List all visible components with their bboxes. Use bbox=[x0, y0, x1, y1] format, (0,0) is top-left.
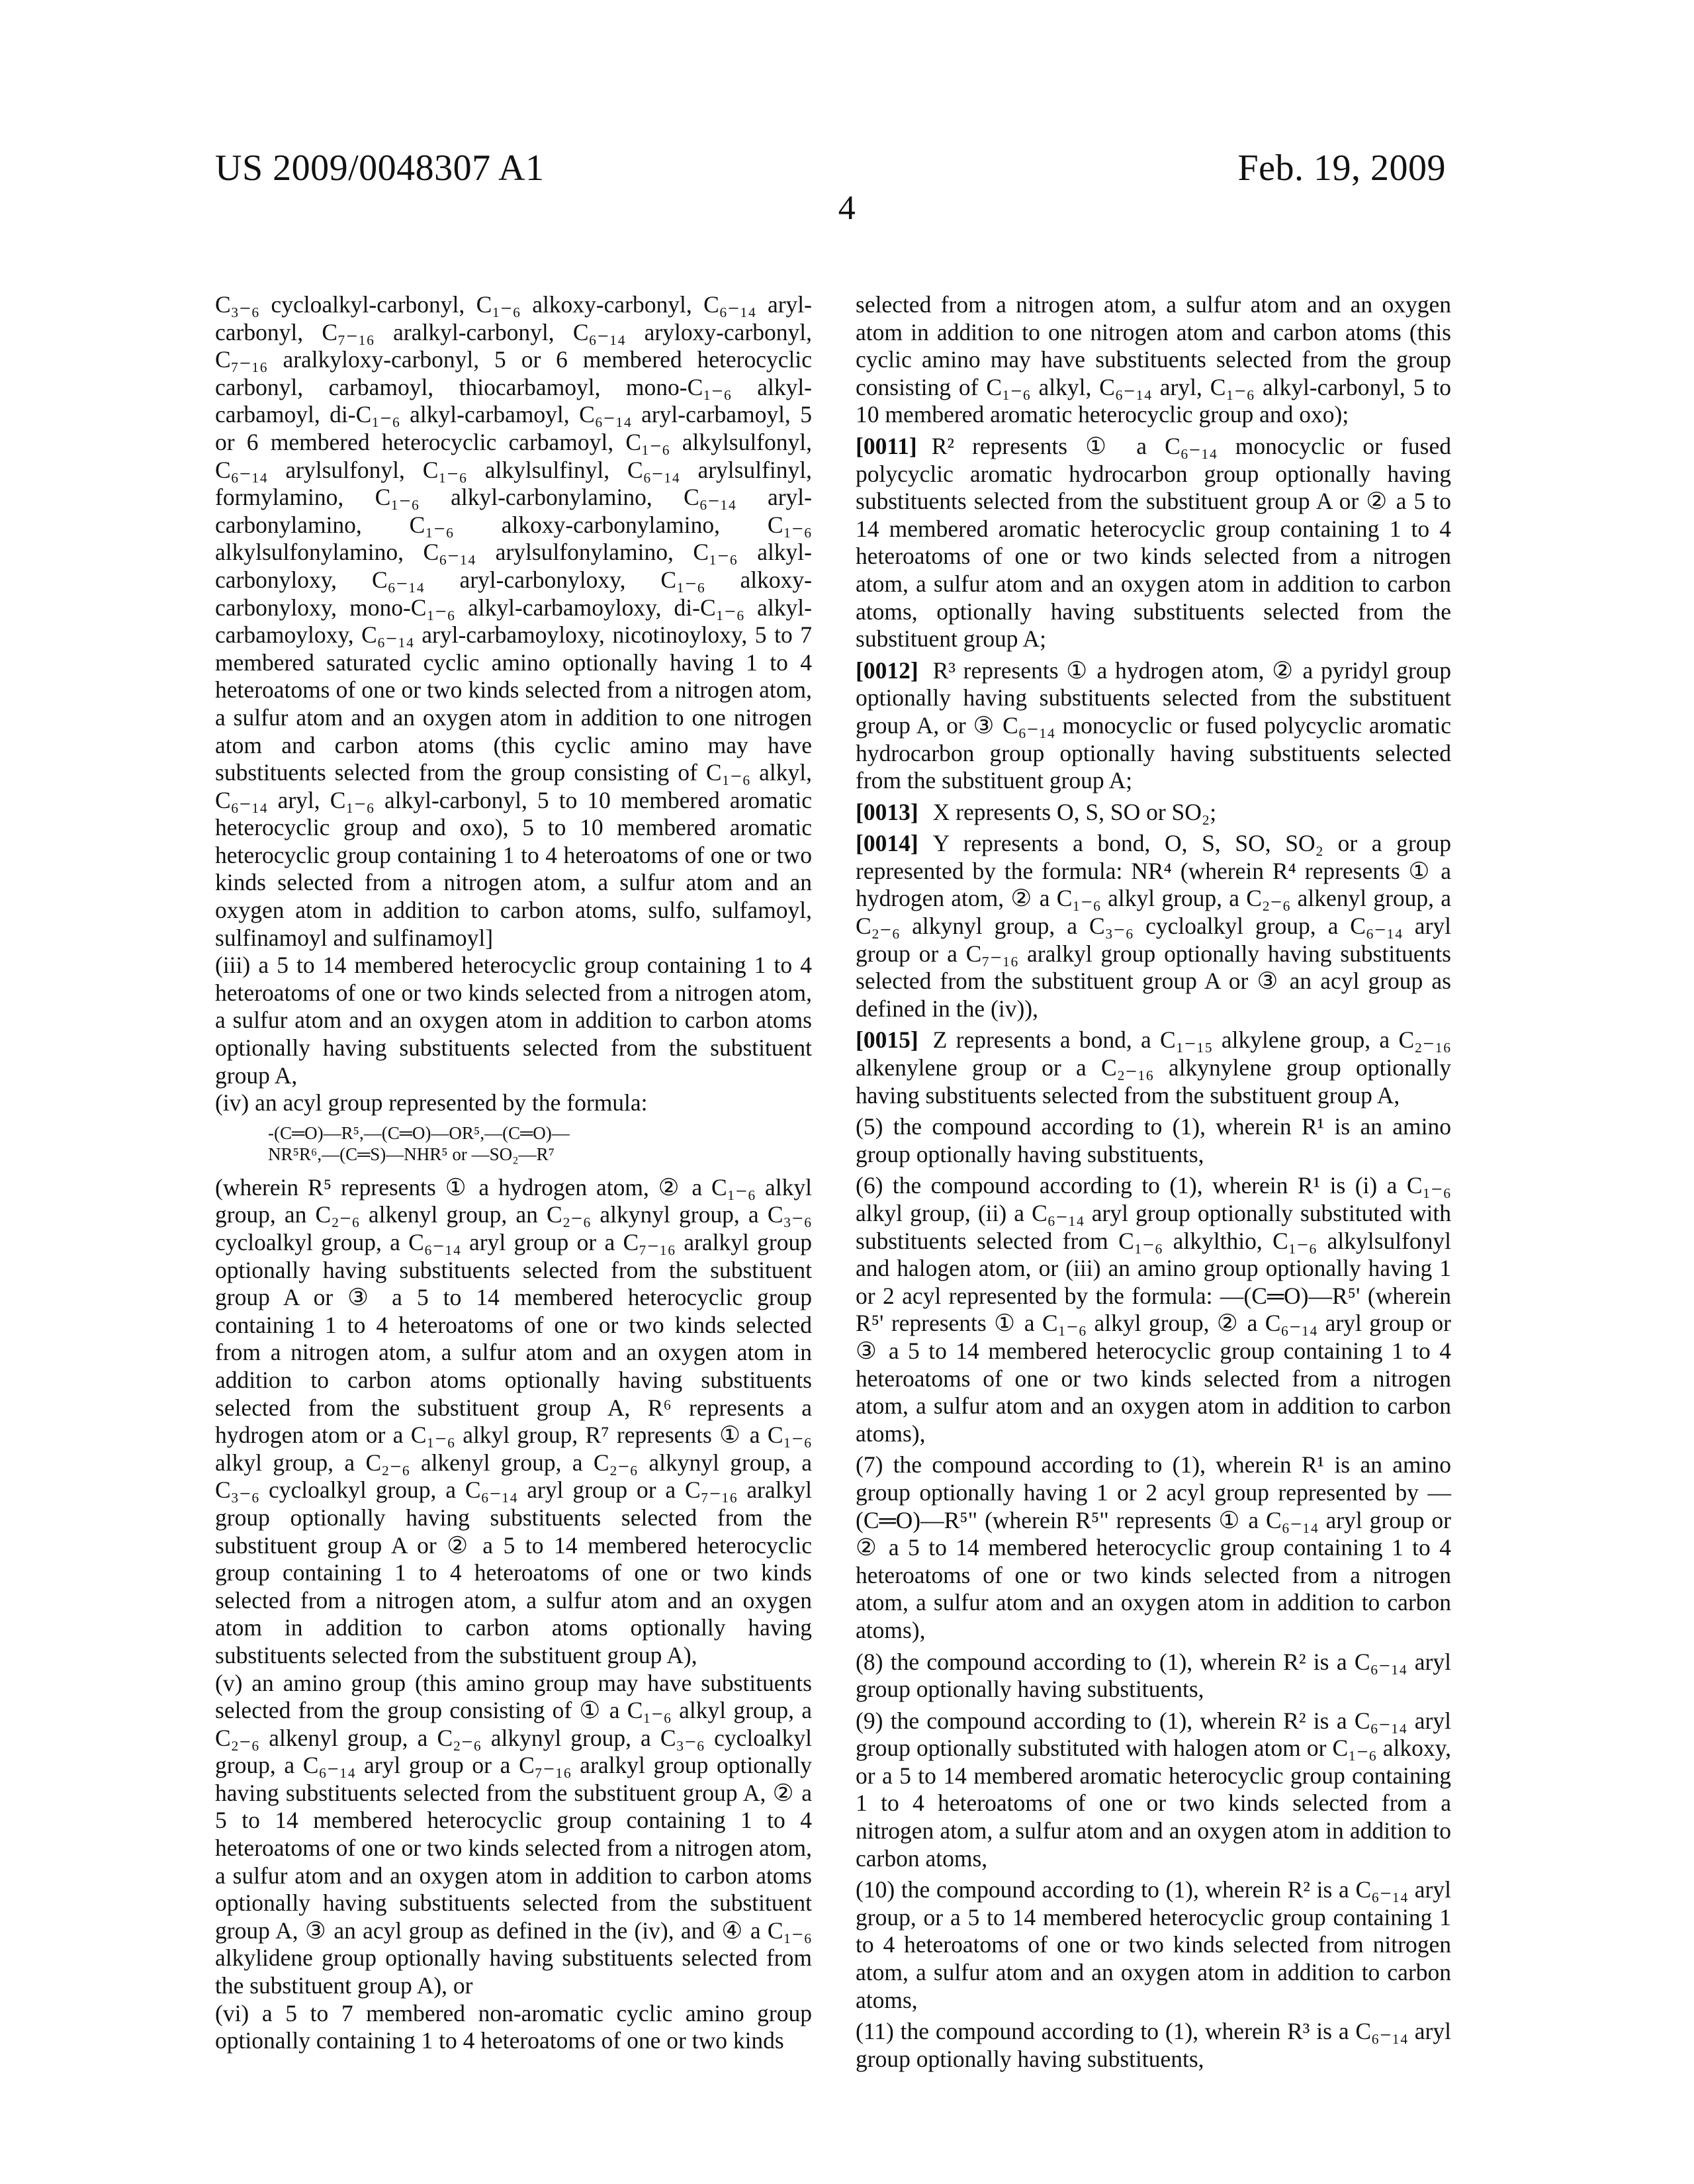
paragraph-number: [0015] bbox=[856, 1026, 918, 1053]
paragraph: selected from a nitrogen atom, a sulfur atom and an oxygen atom in addition to one nitrogen atom and carbon atoms (this cyclic amino may have substituents selected from the group consisting of C₁₋₆ alkyl, C₆₋₁₄ aryl, C₁₋₆ alkyl-carbonyl, 5 to 10 membered aromatic heterocyclic group and oxo); bbox=[856, 291, 1451, 429]
paragraph-text: X represents O, S, SO or SO₂; bbox=[933, 799, 1217, 825]
paragraph: (iv) an acyl group represented by the formula: bbox=[215, 1089, 812, 1117]
acyl-formula bbox=[268, 1122, 812, 1165]
paragraph: (vi) a 5 to 7 membered non-aromatic cyclic amino group optionally containing 1 to 4 heteroatoms of one or two kinds bbox=[215, 2000, 812, 2055]
paragraph-text: R³ represents ① a hydrogen atom, ② a pyridyl group optionally having substituents selected from the substituent group A, or ③ C₆₋₁₄ monocyclic or fused polycyclic aromatic hydrocarbon group optionally having substituents selected from the substituent group A; bbox=[856, 657, 1451, 794]
formula-line: NR⁵R⁶,—(C═S)—NHR⁵ or —SO₂—R⁷ bbox=[268, 1144, 812, 1165]
claim-item: (11) the compound according to (1), wherein R³ is a C₆₋₁₄ aryl group optionally having substituents, bbox=[856, 2018, 1451, 2073]
paragraph-text: Z represents a bond, a C₁₋₁₅ alkylene group, a C₂₋₁₆ alkenylene group or a C₂₋₁₆ alkynylene group optionally having substituents selected from the substituent group A, bbox=[856, 1026, 1451, 1108]
paragraph-number: [0013] bbox=[856, 799, 918, 825]
right-column bbox=[856, 291, 1451, 2073]
page-number: 4 bbox=[0, 189, 1694, 228]
paragraph: (iii) a 5 to 14 membered heterocyclic group containing 1 to 4 heteroatoms of one or two kinds selected from a nitrogen atom, a sulfur atom and an oxygen atom in addition to carbon atoms optionally having substituents selected from the substituent group A, bbox=[215, 952, 812, 1089]
paragraph-0011 bbox=[856, 433, 1451, 653]
paragraph-text: Y represents a bond, O, S, SO, SO₂ or a group represented by the formula: NR⁴ (wherein R⁴ represents ① a hydrogen atom, ② a C₁₋₆ alkyl group, a C₂₋₆ alkenyl group, a C₂₋₆ alkynyl group, a C₃₋₆ cycloalkyl group, a C₆₋₁₄ aryl group or a C₇₋₁₆ aralkyl group optionally having substituents selected from the substituent group A or ③ an acyl group as defined in the (iv)), bbox=[856, 830, 1451, 1022]
claim-item: (10) the compound according to (1), wherein R² is a C₆₋₁₄ aryl group, or a 5 to 14 membered heterocyclic group containing 1 to 4 heteroatoms of one or two kinds selected from nitrogen atom, a sulfur atom and an oxygen atom in addition to carbon atoms, bbox=[856, 1876, 1451, 2014]
publication-number: US 2009/0048307 A1 bbox=[215, 147, 545, 189]
paragraph-number: [0011] bbox=[856, 433, 917, 459]
paragraph-0012 bbox=[856, 657, 1451, 795]
claim-item: (7) the compound according to (1), wherein R¹ is an amino group optionally having 1 or 2 acyl group represented by —(C═O)—R⁵" (wherein R⁵" represents ① a C₆₋₁₄ aryl group or ② a 5 to 14 membered heterocyclic group containing 1 to 4 heteroatoms of one or two kinds selected from a nitrogen atom, a sulfur atom and an oxygen atom in addition to carbon atoms), bbox=[856, 1451, 1451, 1644]
paragraph: (wherein R⁵ represents ① a hydrogen atom, ② a C₁₋₆ alkyl group, an C₂₋₆ alkenyl group, an C₂₋₆ alkynyl group, a C₃₋₆ cycloalkyl group, a C₆₋₁₄ aryl group or a C₇₋₁₆ aralkyl group optionally having substituents selected from the substituent group A or ③ a 5 to 14 membered heterocyclic group containing 1 to 4 heteroatoms of one or two kinds selected from a nitrogen atom, a sulfur atom and an oxygen atom in addition to carbon atoms optionally having substituents selected from the substituent group A, R⁶ represents a hydrogen atom or a C₁₋₆ alkyl group, R⁷ represents ① a C₁₋₆ alkyl group, a C₂₋₆ alkenyl group, a C₂₋₆ alkynyl group, a C₃₋₆ cycloalkyl group, a C₆₋₁₄ aryl group or a C₇₋₁₆ aralkyl group optionally having substituents selected from the substituent group A or ② a 5 to 14 membered heterocyclic group containing 1 to 4 heteroatoms of one or two kinds selected from a nitrogen atom, a sulfur atom and an oxygen atom in addition to carbon atoms optionally having substituents selected from the substituent group A), bbox=[215, 1174, 812, 1670]
paragraph-number: [0012] bbox=[856, 657, 918, 684]
paragraph-text: R² represents ① a C₆₋₁₄ monocyclic or fused polycyclic aromatic hydrocarbon group optionally having substituents selected from the substituent group A or ② a 5 to 14 membered aromatic heterocyclic group containing 1 to 4 heteroatoms of one or two kinds selected from a nitrogen atom, a sulfur atom and an oxygen atom in addition to carbon atoms, optionally having substituents selected from the substituent group A; bbox=[856, 433, 1451, 652]
paragraph-0015 bbox=[856, 1026, 1451, 1109]
paragraph: C₃₋₆ cycloalkyl-carbonyl, C₁₋₆ alkoxy-carbonyl, C₆₋₁₄ aryl-carbonyl, C₇₋₁₆ aralkyl-carbonyl, C₆₋₁₄ aryloxy-carbonyl, C₇₋₁₆ aralkyloxy-carbonyl, 5 or 6 membered heterocyclic carbonyl, carbamoyl, thiocarbamoyl, mono-C₁₋₆ alkyl-carbamoyl, di-C₁₋₆ alkyl-carbamoyl, C₆₋₁₄ aryl-carbamoyl, 5 or 6 membered heterocyclic carbamoyl, C₁₋₆ alkylsulfonyl, C₆₋₁₄ arylsulfonyl, C₁₋₆ alkylsulfinyl, C₆₋₁₄ arylsulfinyl, formylamino, C₁₋₆ alkyl-carbonylamino, C₆₋₁₄ aryl-carbonylamino, C₁₋₆ alkoxy-carbonylamino, C₁₋₆ alkylsulfonylamino, C₆₋₁₄ arylsulfonylamino, C₁₋₆ alkyl-carbonyloxy, C₆₋₁₄ aryl-carbonyloxy, C₁₋₆ alkoxy-carbonyloxy, mono-C₁₋₆ alkyl-carbamoyloxy, di-C₁₋₆ alkyl-carbamoyloxy, C₆₋₁₄ aryl-carbamoyloxy, nicotinoyloxy, 5 to 7 membered saturated cyclic amino optionally having 1 to 4 heteroatoms of one or two kinds selected from a nitrogen atom, a sulfur atom and an oxygen atom in addition to one nitrogen atom and carbon atoms (this cyclic amino may have substituents selected from the group consisting of C₁₋₆ alkyl, C₆₋₁₄ aryl, C₁₋₆ alkyl-carbonyl, 5 to 10 membered aromatic heterocyclic group and oxo), 5 to 10 membered aromatic heterocyclic group containing 1 to 4 heteroatoms of one or two kinds selected from a nitrogen atom, a sulfur atom and an oxygen atom in addition to carbon atoms, sulfo, sulfamoyl, sulfinamoyl and sulfinamoyl] bbox=[215, 291, 812, 952]
formula-line: -(C═O)—R⁵,—(C═O)—OR⁵,—(C═O)— bbox=[268, 1122, 812, 1144]
publication-date: Feb. 19, 2009 bbox=[1238, 147, 1447, 189]
paragraph-0013 bbox=[856, 799, 1451, 827]
claim-item: (8) the compound according to (1), wherein R² is a C₆₋₁₄ aryl group optionally having substituents, bbox=[856, 1649, 1451, 1704]
paragraph-number: [0014] bbox=[856, 830, 918, 856]
claim-item: (6) the compound according to (1), wherein R¹ is (i) a C₁₋₆ alkyl group, (ii) a C₆₋₁₄ aryl group optionally substituted with substituents selected from C₁₋₆ alkylthio, C₁₋₆ alkylsulfonyl and halogen atom, or (iii) an amino group optionally having 1 or 2 acyl represented by the formula: —(C═O)—R⁵' (wherein R⁵' represents ① a C₁₋₆ alkyl group, ② a C₆₋₁₄ aryl group or ③ a 5 to 14 membered heterocyclic group containing 1 to 4 heteroatoms of one or two kinds selected from a nitrogen atom, a sulfur atom and an oxygen atom in addition to carbon atoms), bbox=[856, 1172, 1451, 1447]
paragraph: (v) an amino group (this amino group may have substituents selected from the group consisting of ① a C₁₋₆ alkyl group, a C₂₋₆ alkenyl group, a C₂₋₆ alkynyl group, a C₃₋₆ cycloalkyl group, a C₆₋₁₄ aryl group or a C₇₋₁₆ aralkyl group optionally having substituents selected from the substituent group A, ② a 5 to 14 membered heterocyclic group containing 1 to 4 heteroatoms of one or two kinds selected from a nitrogen atom, a sulfur atom and an oxygen atom in addition to carbon atoms optionally having substituents selected from the substituent group A, ③ an acyl group as defined in the (iv), and ④ a C₁₋₆ alkylidene group optionally having substituents selected from the substituent group A), or bbox=[215, 1670, 812, 2000]
claim-item: (5) the compound according to (1), wherein R¹ is an amino group optionally having substituents, bbox=[856, 1113, 1451, 1168]
claim-item: (9) the compound according to (1), wherein R² is a C₆₋₁₄ aryl group optionally substituted with halogen atom or C₁₋₆ alkoxy, or a 5 to 14 membered aromatic heterocyclic group containing 1 to 4 heteroatoms of one or two kinds selected from a nitrogen atom, a sulfur atom and an oxygen atom in addition to carbon atoms, bbox=[856, 1707, 1451, 1873]
paragraph-0014 bbox=[856, 830, 1451, 1023]
left-column bbox=[215, 291, 812, 2055]
